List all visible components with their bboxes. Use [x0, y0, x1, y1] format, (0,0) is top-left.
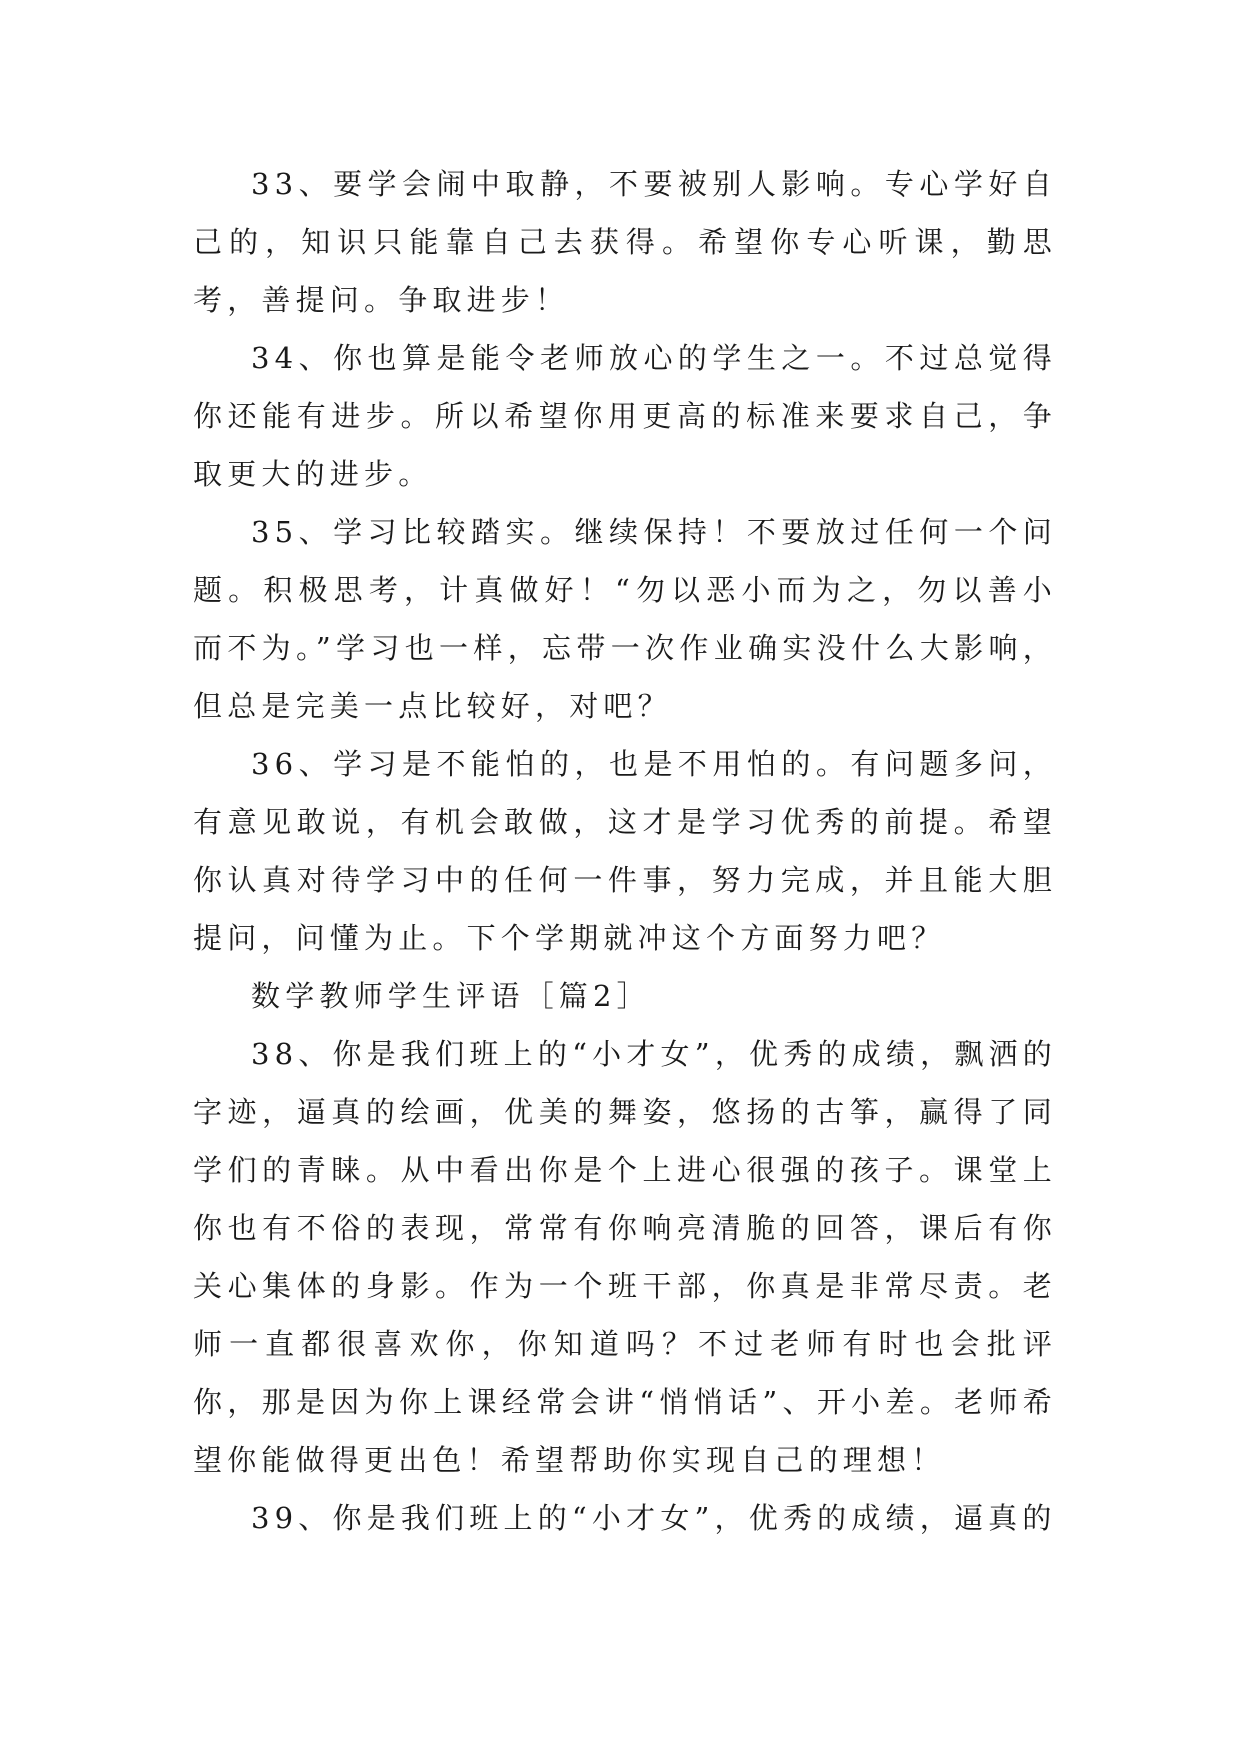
paragraph-39: 39、你是我们班上的“小才女”，优秀的成绩，逼真的	[251, 1501, 1057, 1535]
paragraph-33: 33、要学会闹中取静，不要被别人影响。专心学好自己的，知识只能靠自己去获得。希望你专心听课，勤思考，善提问。争取进步！	[193, 167, 1057, 317]
paragraph-35: 35、学习比较踏实。继续保持！不要放过任何一个问题。积极思考，计真做好！“勿以恶小而为之，勿以善小而不为。”学习也一样，忘带一次作业确实没什么大影响，但总是完美一点比较好，对吧？	[193, 515, 1057, 723]
paragraph-38: 38、你是我们班上的“小才女”，优秀的成绩，飘洒的字迹，逼真的绘画，优美的舞姿，悠扬的古筝，赢得了同学们的青睐。从中看出你是个上进心很强的孩子。课堂上你也有不俗的表现，常常有你响亮清脆的回答，课后有你关心集体的身影。作为一个班干部，你真是非常尽责。老师一直都很喜欢你，你知道吗？不过老师有时也会批评你，那是因为你上课经常会讲“悄悄话”、开小差。老师希望你能做得更出色！希望帮助你实现自己的理想！	[193, 1037, 1057, 1477]
paragraph-34: 34、你也算是能令老师放心的学生之一。不过总觉得你还能有进步。所以希望你用更高的标准来要求自己，争取更大的进步。	[193, 341, 1057, 491]
paragraph-36: 36、学习是不能怕的，也是不用怕的。有问题多问，有意见敢说，有机会敢做，这才是学习优秀的前提。希望你认真对待学习中的任何一件事，努力完成，并且能大胆提问，问懂为止。下个学期就冲这个方面努力吧？	[193, 747, 1057, 955]
document-page	[193, 155, 1057, 1547]
section-heading: 数学教师学生评语［篇2］	[251, 979, 651, 1013]
